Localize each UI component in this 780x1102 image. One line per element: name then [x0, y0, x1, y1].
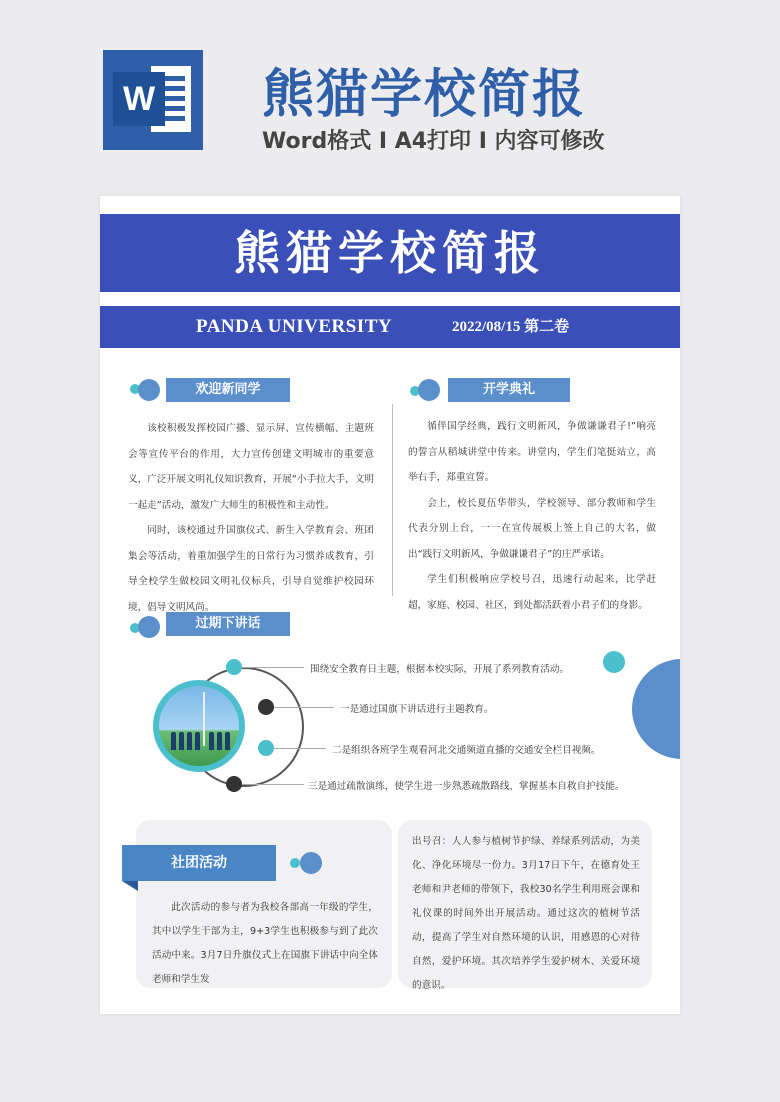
person-figure	[171, 732, 176, 750]
person-figure	[209, 732, 214, 750]
section-tag-speech: 过期下讲话	[166, 612, 290, 636]
person-figure	[217, 732, 222, 750]
students-photo	[153, 680, 245, 772]
timeline-node	[226, 776, 242, 792]
decor-dot	[138, 616, 160, 638]
timeline-item: 一是通过国旗下讲话进行主题教育。	[340, 704, 494, 715]
newsletter-banner-title: 熊猫学校简报	[100, 214, 680, 292]
column-divider	[392, 404, 393, 596]
paragraph: 同时，该校通过升国旗仪式、新生入学教育会、班团集会等活动，着重加强学生的日常行为习惯养成教育，引导全校学生做校园文明礼仪标兵，引导自觉维护校园环境，倡导文明风尚。	[128, 525, 374, 613]
paragraph: 该校积极发挥校园广播、显示屏、宣传横幅、主题班会等宣传平台的作用，大力宣传创建文明城市的重要意义，广泛开展文明礼仪知识教育，开展“小手拉大手，文明一起走”活动，激发广大师生的积极性和主动性。	[128, 423, 374, 511]
ceremony-text	[408, 414, 656, 618]
newsletter-subbar	[100, 306, 680, 348]
newsletter-sheet	[100, 196, 680, 1014]
decor-dot	[418, 379, 440, 401]
club-box-right	[398, 820, 652, 991]
club-text-right	[412, 830, 640, 998]
section-tag-welcome: 欢迎新同学	[166, 378, 290, 402]
timeline-node	[258, 740, 274, 756]
welcome-text	[128, 416, 374, 620]
timeline-item: 二是组织各班学生观看河北交通频道直播的交通安全栏目视频。	[332, 745, 601, 756]
person-figure	[179, 732, 184, 750]
section-tag-club: 社团活动	[122, 845, 276, 881]
decor-dot	[603, 651, 625, 673]
decor-dot	[300, 852, 322, 874]
timeline-connector	[274, 707, 334, 708]
timeline-item: 三是通过疏散演练，使学生进一步熟悉疏散路线，掌握基本自救自护技能。	[308, 781, 625, 792]
timeline-node	[226, 659, 242, 675]
page-title: 熊猫学校简报	[262, 65, 587, 125]
paragraph: 循伴国学经典，践行文明新风，争做谦谦君子!”响亮的誓言从稻城讲堂中传来。讲堂内，学生们笔挺站立，高举右手，郑重宣誓。	[408, 421, 656, 483]
section-tag-ceremony: 开学典礼	[448, 378, 570, 402]
paragraph: 学生们积极响应学校号召，迅速行动起来，比学赶超，家庭、校园、社区，到处都活跃着小君子们的身影。	[408, 574, 656, 611]
person-figure	[195, 732, 200, 750]
paragraph: 会上，校长夏伍华带头，学校领导、部分教师和学生代表分别上台，一一在宣传展板上签上自己的大名，做出“践行文明新风，争做谦谦君子”的庄严承诺。	[408, 497, 656, 560]
person-figure	[187, 732, 192, 750]
timeline-connector	[242, 667, 304, 668]
issue-date: 2022/08/15 第二卷	[452, 319, 570, 335]
decor-dot	[290, 858, 300, 868]
word-letter: W	[113, 72, 165, 126]
paragraph: 出号召：人人参与植树节护绿、养绿系列活动，为美化、净化环境尽一份力。3月17日下午，在德育处王老师和尹老师的带领下，我校30名学生利用班会课和礼仪课的时间外出开展活动。通过这次的植树节活动，提高了学生对自然环境的认识，用感恩的心对待自然，爱护环境。其次培养学生爱护树木、关爱环境的意识。	[412, 836, 640, 991]
word-doc-icon	[103, 50, 203, 150]
paragraph: 此次活动的参与者为我校各部高一年级的学生，其中以学生干部为主，9+3学生也积极参与到了此次活动中来。3月7日升旗仪式上在国旗下讲话中向全体老师和学生发	[152, 902, 378, 985]
timeline-connector	[274, 748, 326, 749]
ribbon-fold	[122, 881, 138, 891]
flagpole	[203, 692, 205, 746]
timeline-node	[258, 699, 274, 715]
timeline-item: 围绕安全教育日主题，根据本校实际，开展了系列教育活动。	[310, 664, 570, 675]
club-text-left	[152, 896, 378, 992]
decor-large-circle	[632, 659, 680, 759]
person-figure	[225, 732, 230, 750]
timeline-connector	[242, 784, 304, 785]
decor-dot	[138, 379, 160, 401]
page-subtitle: Word格式 I A4打印 I 内容可修改	[262, 129, 605, 154]
university-name: PANDA UNIVERSITY	[196, 316, 393, 337]
